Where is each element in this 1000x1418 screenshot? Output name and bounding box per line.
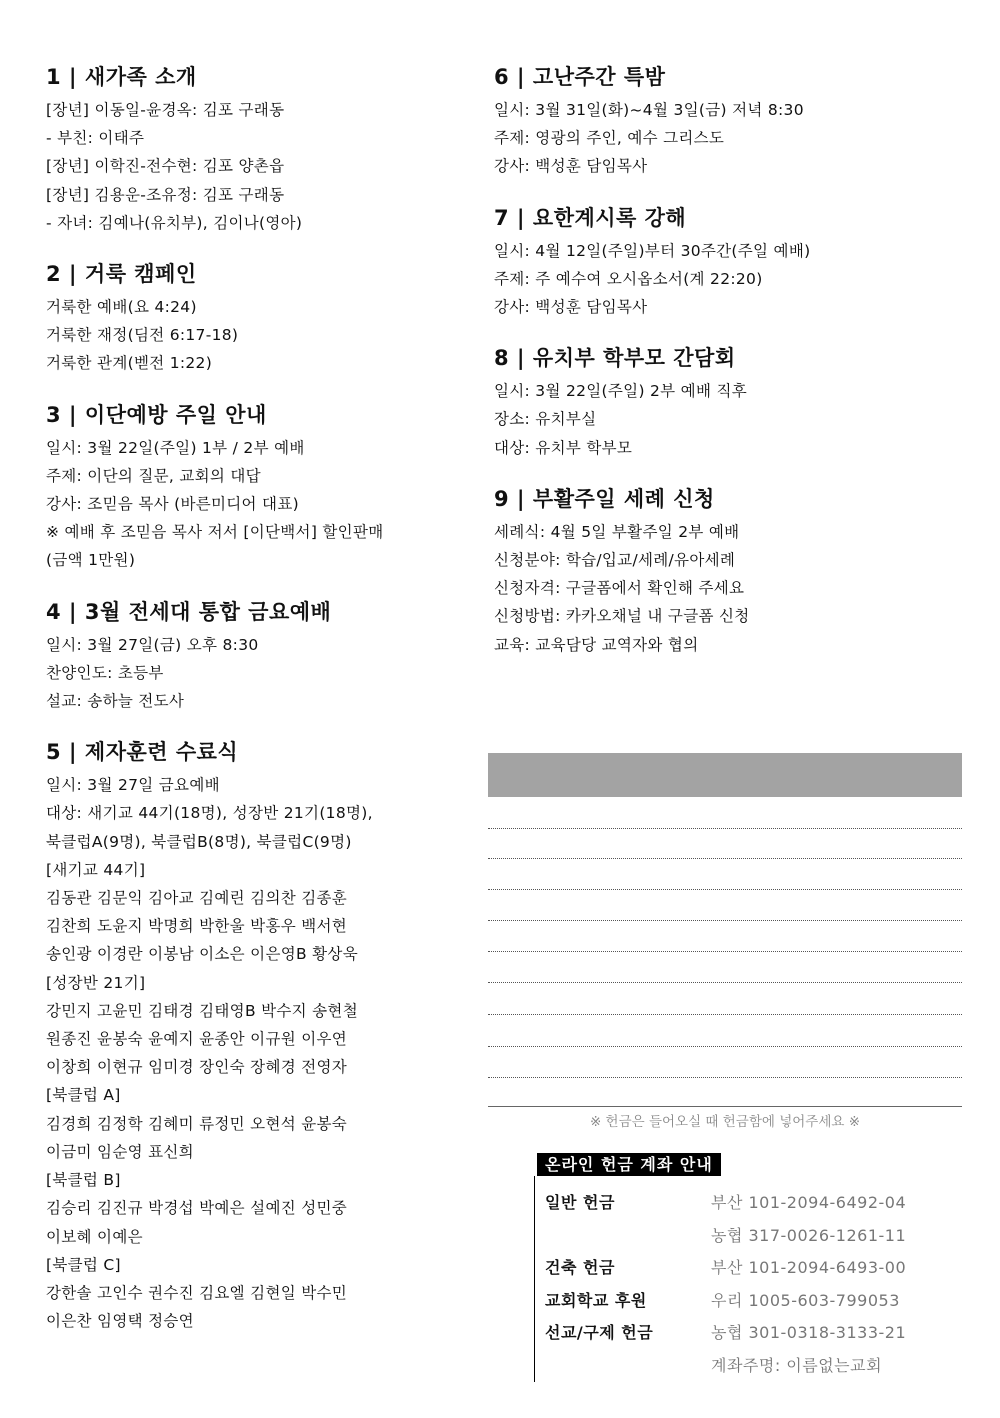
account-label: 교회학교 후원 [545, 1290, 647, 1310]
section-line: 일시: 3월 22일(주일) 1부 / 2부 예배 [46, 438, 305, 457]
account-box-title: 온라인 헌금 계좌 안내 [537, 1153, 721, 1176]
section-title: 7 | 요한계시록 강해 [494, 205, 687, 230]
section-line: 주제: 이단의 질문, 교회의 대답 [46, 466, 261, 485]
section-line: 이보혜 이예은 [46, 1227, 143, 1246]
section-line: 교육: 교육담당 교역자와 협의 [494, 635, 699, 654]
memo-dotted-line [488, 982, 962, 983]
account-label: 일반 헌금 [545, 1193, 615, 1212]
section-line: ※ 예배 후 조믿음 목사 저서 [이단백서] 할인판매 [46, 523, 384, 542]
section-line: [북클럽 C] [46, 1255, 121, 1274]
section-title: 3 | 이단예방 주일 안내 [46, 402, 267, 427]
announcement-section [46, 737, 466, 1335]
section-line: 강사: 백성훈 담임목사 [494, 298, 648, 317]
account-label: 선교/구제 헌금 [545, 1323, 654, 1342]
memo-dotted-line [488, 828, 962, 829]
section-line: [새기교 44기] [46, 860, 146, 879]
offering-notice: ※ 헌금은 들어오실 때 헌금함에 넣어주세요 ※ [589, 1114, 861, 1130]
section-line: [장년] 이동일-윤경옥: 김포 구래동 [46, 101, 285, 119]
section-line: 강사: 백성훈 담임목사 [494, 157, 648, 176]
memo-dotted-line [488, 1014, 962, 1015]
section-line: [장년] 김용운-조유정: 김포 구래동 [46, 185, 285, 204]
announcement-section [494, 343, 964, 462]
section-line: [북클럽 B] [46, 1171, 121, 1190]
section-line: 강한솔 고인수 권수진 김요엘 김현일 박수민 [46, 1283, 348, 1302]
section-title: 4 | 3월 전세대 통합 금요예배 [46, 599, 332, 624]
account-number: 농협 317-0026-1261-11 [711, 1225, 907, 1245]
section-title: 1 | 새가족 소개 [46, 65, 197, 89]
section-line: 원종진 윤봉숙 윤예지 윤종안 이규원 이우연 [46, 1030, 348, 1049]
section-line: 주제: 영광의 주인, 예수 그리스도 [494, 129, 725, 148]
section-line: 이금미 임순영 표신희 [46, 1142, 194, 1161]
account-number: 부산 101-2094-6492-04 [711, 1193, 907, 1212]
memo-dotted-line [488, 1077, 962, 1078]
section-line: 주제: 주 예수여 오시옵소서(계 22:20) [494, 269, 763, 288]
right-column [494, 62, 964, 681]
section-title: 5 | 제자훈련 수료식 [46, 740, 239, 765]
section-line: 이창희 이현규 임미경 장인숙 장혜경 전영자 [46, 1058, 348, 1077]
memo-dotted-line [488, 1046, 962, 1047]
account-number: 농협 301-0318-3133-21 [711, 1323, 907, 1342]
announcement-section [46, 62, 466, 237]
section-line: 대상: 새기교 44기(18명), 성장반 21기(18명), [46, 804, 373, 823]
section-line: 거룩한 관계(벧전 1:22) [46, 354, 213, 373]
section-line: [장년] 이학진-전수현: 김포 양촌읍 [46, 157, 285, 176]
section-title: 9 | 부활주일 세례 신청 [494, 486, 715, 511]
section-line: 일시: 3월 22일(주일) 2부 예배 직후 [494, 382, 748, 401]
section-line: 신청방법: 카카오채널 내 구글폼 신청 [494, 607, 750, 626]
section-line: 신청분야: 학습/입교/세례/유아세례 [494, 551, 736, 570]
section-line: 세례식: 4월 5일 부활주일 2부 예배 [494, 522, 740, 541]
section-line: 김경희 김정학 김혜미 류정민 오현석 윤봉숙 [46, 1114, 348, 1133]
section-line: 송인광 이경란 이봉남 이소은 이은영B 황상욱 [46, 945, 358, 964]
account-box-divider [534, 1176, 535, 1382]
memo-dotted-line [488, 920, 962, 921]
section-line: - 부친: 이태주 [46, 129, 145, 148]
section-line: [북클럽 A] [46, 1086, 121, 1105]
announcement-section [494, 203, 964, 322]
section-line: 거룩한 재정(딤전 6:17-18) [46, 326, 239, 345]
left-column [46, 62, 466, 1357]
announcement-section [494, 484, 964, 659]
section-line: 찬양인도: 초등부 [46, 663, 164, 682]
memo-dotted-line [488, 889, 962, 890]
section-title: 8 | 유치부 학부모 간담회 [494, 346, 736, 371]
account-number: 계좌주명: 이름없는교회 [711, 1355, 883, 1375]
section-line: 일시: 3월 27일 금요예배 [46, 776, 220, 795]
section-line: 이은찬 임영택 정승연 [46, 1312, 194, 1331]
section-line: [성장반 21기] [46, 973, 146, 992]
memo-header-bar [488, 753, 962, 797]
section-line: 일시: 3월 31일(화)~4월 3일(금) 저녁 8:30 [494, 101, 804, 119]
section-line: 강민지 고윤민 김태경 김태영B 박수지 송현철 [46, 1001, 358, 1020]
announcement-section [494, 62, 964, 181]
section-line: 신청자격: 구글폼에서 확인해 주세요 [494, 579, 745, 598]
announcement-section [46, 400, 466, 575]
section-line: - 자녀: 김예나(유치부), 김이나(영아) [46, 213, 303, 232]
section-line: (금액 1만원) [46, 551, 136, 570]
memo-bottom-rule [488, 1106, 962, 1107]
section-line: 김승리 김진규 박경섭 박예은 설예진 성민중 [46, 1199, 348, 1218]
announcement-section [46, 597, 466, 716]
account-label: 건축 헌금 [545, 1258, 615, 1277]
section-line: 북클럽A(9명), 북클럽B(8명), 북클럽C(9명) [46, 832, 352, 851]
account-number: 부산 101-2094-6493-00 [711, 1258, 907, 1277]
announcement-section [46, 259, 466, 378]
section-line: 대상: 유치부 학부모 [494, 438, 633, 457]
account-number: 우리 1005-603-799053 [711, 1290, 900, 1310]
memo-dotted-line [488, 951, 962, 952]
section-line: 일시: 3월 27일(금) 오후 8:30 [46, 635, 259, 654]
section-title: 6 | 고난주간 특밤 [494, 65, 666, 89]
memo-dotted-line [488, 858, 962, 859]
section-line: 일시: 4월 12일(주일)부터 30주간(주일 예배) [494, 241, 811, 260]
section-line: 장소: 유치부실 [494, 410, 597, 429]
section-line: 거룩한 예배(요 4:24) [46, 298, 197, 317]
section-line: 강사: 조믿음 목사 (바른미디어 대표) [46, 495, 299, 514]
section-line: 설교: 송하늘 전도사 [46, 692, 185, 711]
section-line: 김동관 김문익 김아교 김예린 김의찬 김종훈 [46, 889, 348, 908]
section-line: 김찬희 도윤지 박명희 박한울 박홍우 백서현 [46, 917, 348, 936]
section-title: 2 | 거룩 캠페인 [46, 262, 197, 287]
